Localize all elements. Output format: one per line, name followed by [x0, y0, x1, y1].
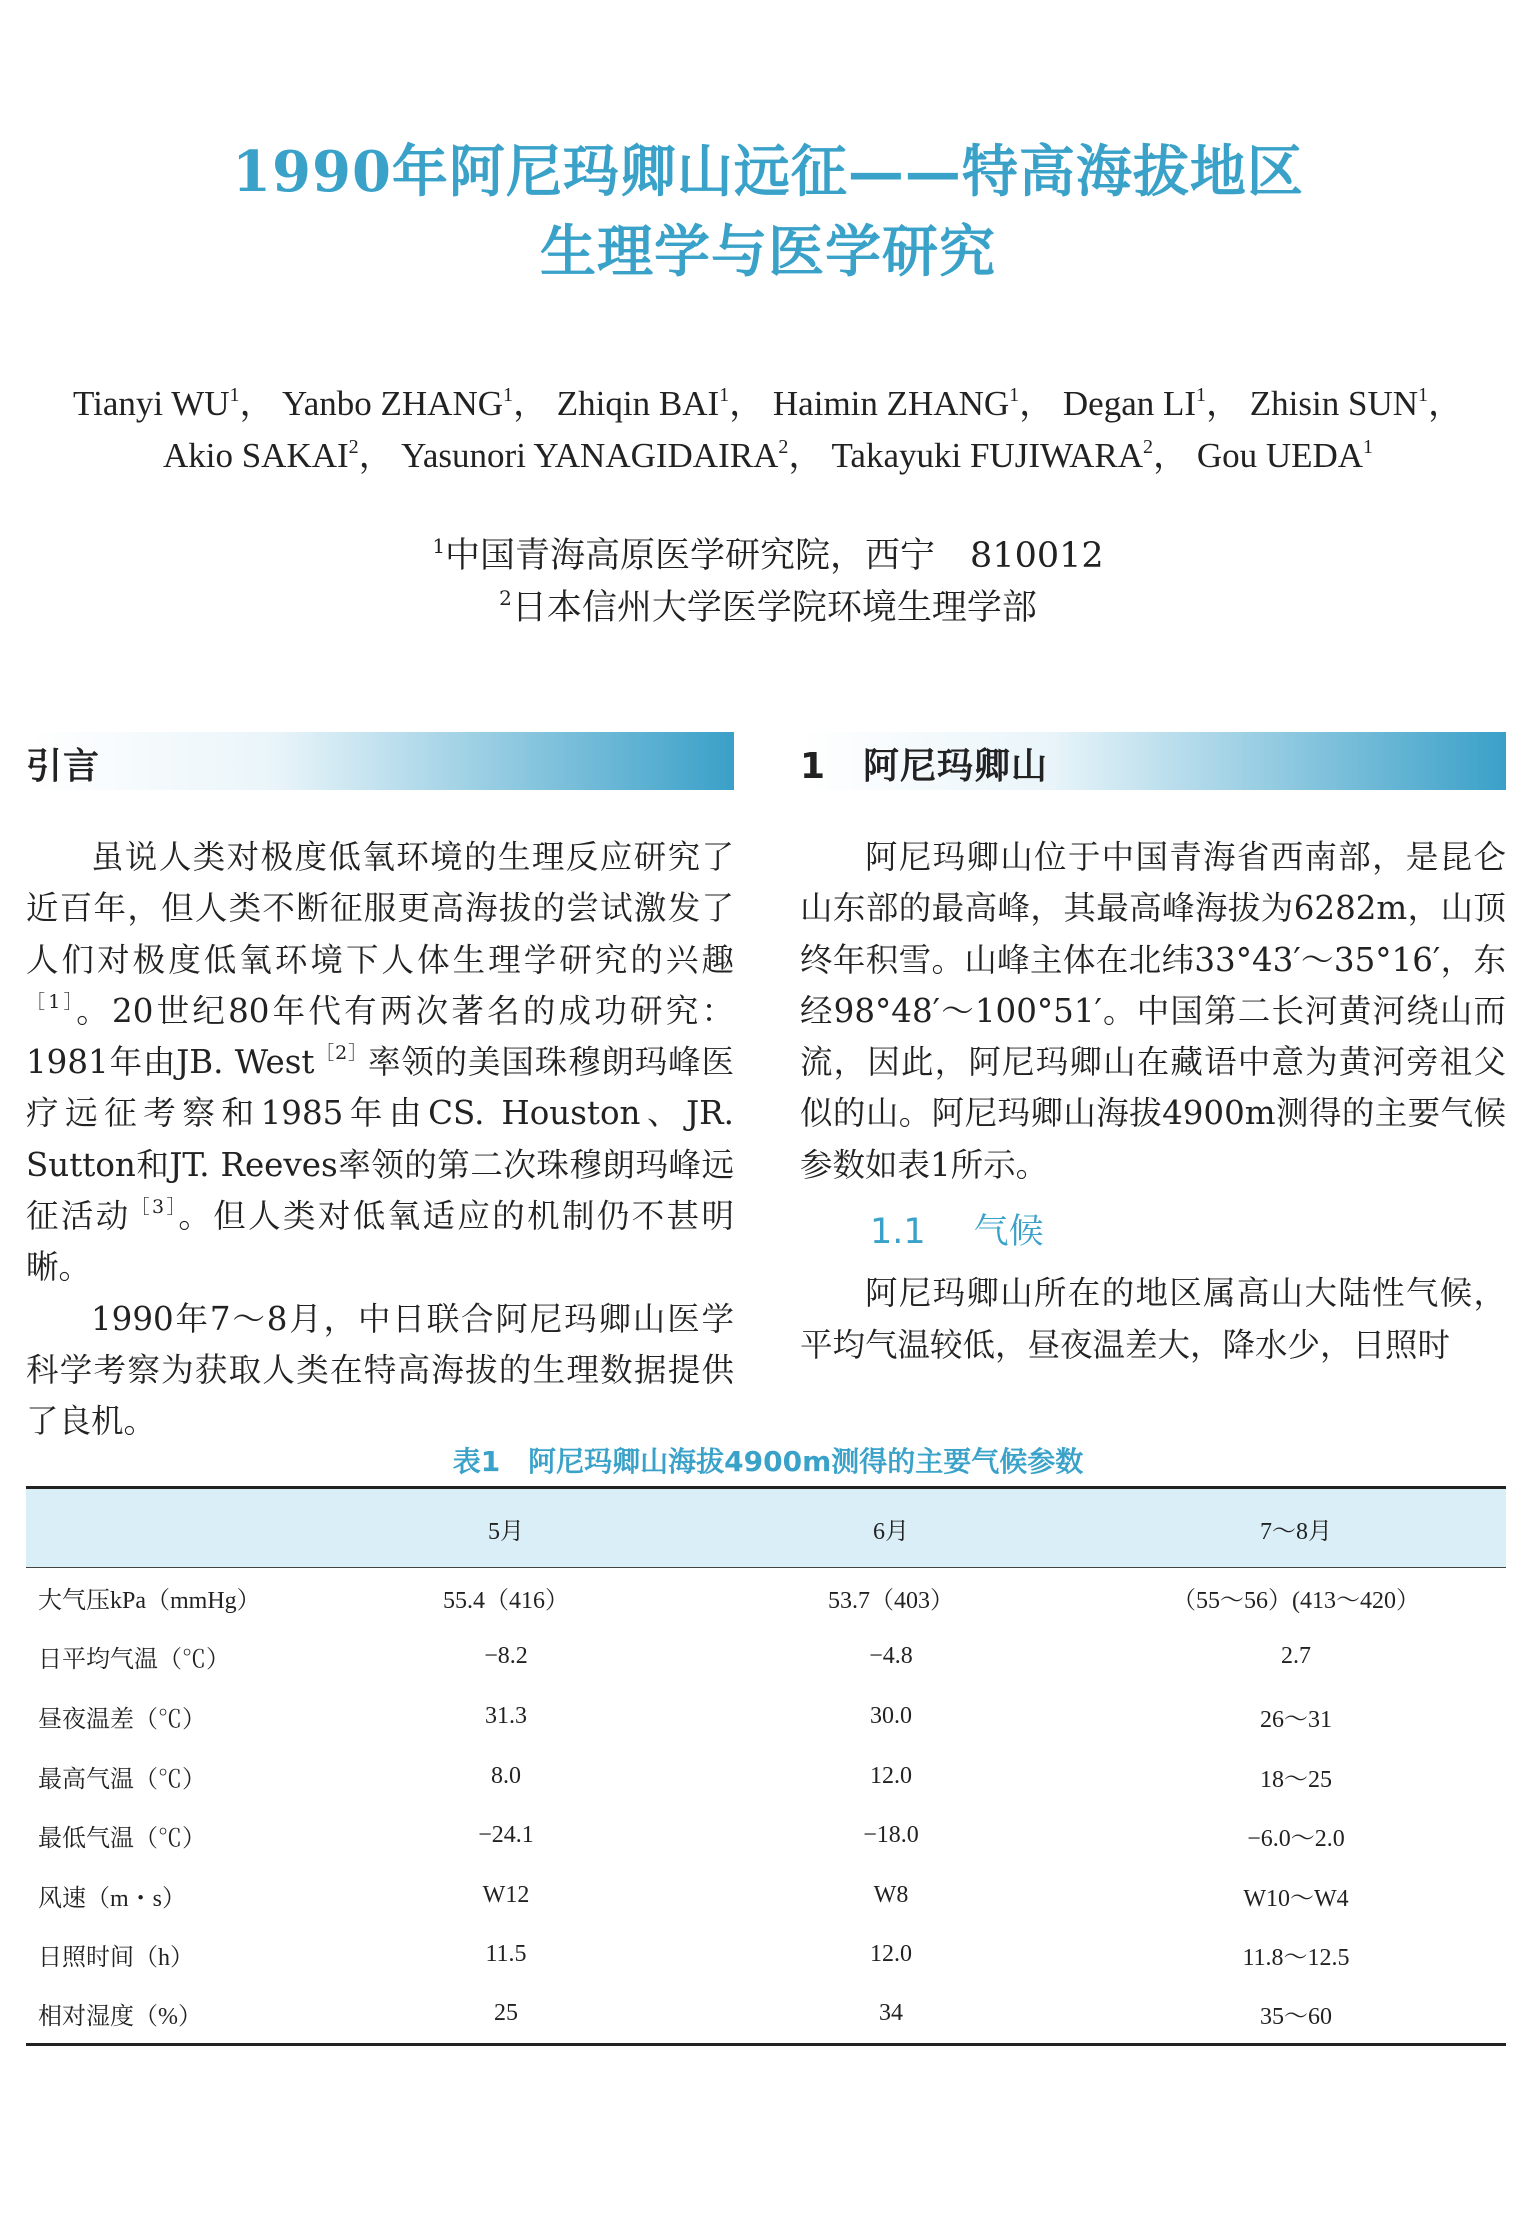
- citation-ref[interactable]: ［2］: [314, 1042, 368, 1065]
- affiliation-text: 中国青海高原医学研究院，西宁 810012: [445, 536, 1104, 576]
- citation-ref[interactable]: ［3］: [130, 1196, 179, 1219]
- author-name: Takayuki FUJIWARA: [831, 436, 1144, 475]
- section1-heading: 1 阿尼玛卿山: [800, 746, 1049, 787]
- table-caption: 表1 阿尼玛卿山海拔4900m测得的主要气候参数: [452, 1445, 1084, 1478]
- article-title-line2: 生理学与医学研究: [540, 219, 996, 285]
- table-header-row: [26, 1488, 1506, 1568]
- table-row: [26, 1627, 1506, 1687]
- table-cell: （55～56）(413～420）: [1172, 1588, 1420, 1615]
- table-cell: 31.3: [485, 1702, 527, 1729]
- table-cell: 11.8～12.5: [1242, 1945, 1350, 1972]
- author-aff: 2: [1143, 436, 1154, 458]
- table-row: [26, 1865, 1506, 1925]
- table-row-label: 大气压kPa（mmHg）: [38, 1588, 261, 1615]
- author-name: Zhisin SUN: [1249, 384, 1419, 423]
- table-row: [26, 1568, 1506, 1628]
- table-cell: 12.0: [870, 1941, 912, 1968]
- table-cell: 34: [879, 2000, 903, 2027]
- author-aff: 1: [1009, 384, 1020, 406]
- subsection-heading: [800, 1207, 1506, 1258]
- intro-heading-bar: [26, 732, 734, 790]
- table-cell: 8.0: [491, 1762, 521, 1789]
- intro-paragraph-2: 1990年7～8月，中日联合阿尼玛卿山医学科学考察为获取人类在特高海拔的生理数据提供了良机。: [26, 1299, 734, 1441]
- affiliation-2: [0, 582, 1536, 634]
- article-title-line1: 1990年阿尼玛卿山远征——特高海拔地区: [232, 139, 1304, 205]
- table-row-label: 最低气温（℃）: [38, 1826, 206, 1853]
- table-header-cell: 7～8月: [1260, 1518, 1332, 1545]
- table-row: [26, 1985, 1506, 2045]
- section1-paragraph-1: 阿尼玛卿山位于中国青海省西南部，是昆仑山东部的最高峰，其最高峰海拔为6282m，山顶终年积雪。山峰主体在北纬33°43′～35°16′，东经98°48′～100°51′。中国第二长河黄河绕山而流，因此，阿尼玛卿山在藏语中意为黄河旁祖父似的山。阿尼玛卿山海拔4900m测得的主要气候参数如表1所示。: [800, 838, 1506, 1184]
- affiliation-number: 2: [499, 586, 512, 610]
- affiliation-1: [0, 530, 1536, 582]
- table-row: [26, 1687, 1506, 1747]
- author-aff: 1: [1363, 436, 1374, 458]
- affiliation-text: 日本信州大学医学院环境生理学部: [511, 588, 1037, 628]
- table-cell: 11.5: [485, 1941, 527, 1968]
- table-cell: −8.2: [484, 1643, 528, 1670]
- author-name: Akio SAKAI: [162, 436, 349, 475]
- citation-ref[interactable]: ［1］: [26, 990, 77, 1013]
- author-name: Yanbo ZHANG: [281, 384, 504, 423]
- author-name: Tianyi WU: [72, 384, 230, 423]
- table-row: [26, 1746, 1506, 1806]
- intro-heading: 引言: [26, 746, 101, 787]
- table-cell: 25: [494, 2000, 518, 2027]
- table-cell: W12: [482, 1881, 530, 1908]
- section1-paragraph-2: 阿尼玛卿山所在的地区属高山大陆性气候，平均气温较低，昼夜温差大，降水少，日照时: [800, 1274, 1506, 1364]
- table-row-label: 日照时间（h）: [38, 1945, 194, 1972]
- table-row-label: 风速（m・s）: [38, 1885, 187, 1912]
- author-aff: 1: [503, 384, 514, 406]
- table-cell: −6.0～2.0: [1247, 1826, 1345, 1853]
- author-aff: 2: [778, 436, 789, 458]
- author-aff: 1: [1196, 384, 1207, 406]
- table-header-cell: 5月: [488, 1518, 524, 1545]
- table-row-label: 相对湿度（%）: [38, 2004, 202, 2031]
- author-aff: 2: [348, 436, 359, 458]
- heading-gradient-bar: [26, 732, 734, 790]
- authors-line1: Tianyi $WU^1$， Yanbo ZHANG$^1$， Zhiqin BAI$^1$， Haimin ZHANG$^1$， Degan $LI^1$， Zhisin SUN$^1$，: [72, 384, 1464, 423]
- table-cell: 18～25: [1260, 1766, 1332, 1793]
- table-cell: W10～W4: [1243, 1885, 1349, 1912]
- table-cell: −4.8: [869, 1643, 913, 1670]
- author-aff: 1: [229, 384, 240, 406]
- table-cell: −18.0: [863, 1822, 919, 1849]
- climate-table: [26, 1486, 1506, 2046]
- table-header-cell: 6月: [873, 1518, 909, 1545]
- author-aff: 1: [1418, 384, 1429, 406]
- table-cell: 35～60: [1260, 2004, 1332, 2031]
- author-name: Zhiqin BAI: [556, 384, 720, 423]
- table-cell: 55.4（416）: [443, 1588, 569, 1615]
- table-row-label: 日平均气温（℃）: [38, 1647, 230, 1674]
- table-row-label: 最高气温（℃）: [38, 1766, 206, 1793]
- author-name: Gou UEDA: [1196, 436, 1364, 475]
- table-row: [26, 1925, 1506, 1985]
- authors-line2: Akio SAKAI$^2$， Yasunori YANAGIDAIRA$^2$， Takayuki FUJIWARA$^2$， Gou UEDA$^1$: [162, 436, 1374, 475]
- subsection-title: 气候: [973, 1212, 1044, 1253]
- intro-text: 率领的美国珠穆朗玛峰医疗远征考察和1985年由CS. Houston、JR. Sutton和JT. Reeves率领的第二次珠穆朗玛峰远征活动: [26, 1043, 734, 1236]
- author-name: Degan LI: [1062, 384, 1197, 423]
- author-name: Yasunori YANAGIDAIRA: [401, 436, 779, 475]
- intro-text: 。20世纪80年代有两次著名的成功研究：1981年由JB. West: [26, 991, 734, 1082]
- intro-body: [26, 832, 734, 1448]
- intro-text: 虽说人类对极度低氧环境的生理反应研究了近百年，但人类不断征服更高海拔的尝试激发了人们对极度低氧环境下人体生理学研究的兴趣: [26, 838, 734, 979]
- table-cell: 12.0: [870, 1762, 912, 1789]
- table-cell: 26～31: [1260, 1706, 1332, 1733]
- table-cell: 2.7: [1281, 1643, 1311, 1670]
- table-header-cell: [26, 1488, 316, 1568]
- section1-body: [800, 832, 1506, 1371]
- table-row-label: 昼夜温差（℃）: [38, 1706, 206, 1733]
- author-name: Haimin ZHANG: [772, 384, 1010, 423]
- section1-heading-bar: [800, 732, 1506, 790]
- intro-text: 。但人类对低氧适应的机制仍不甚明晰。: [26, 1197, 734, 1287]
- table-cell: W8: [873, 1881, 909, 1908]
- author-aff: 1: [719, 384, 730, 406]
- intro-paragraph-1: [26, 832, 734, 1294]
- table-row: [26, 1806, 1506, 1866]
- affiliation-number: 1: [432, 534, 446, 558]
- table-cell: 53.7（403）: [828, 1588, 954, 1615]
- subsection-number: 1.1: [870, 1212, 926, 1253]
- table-cell: −24.1: [478, 1822, 534, 1849]
- table-cell: 30.0: [870, 1702, 912, 1729]
